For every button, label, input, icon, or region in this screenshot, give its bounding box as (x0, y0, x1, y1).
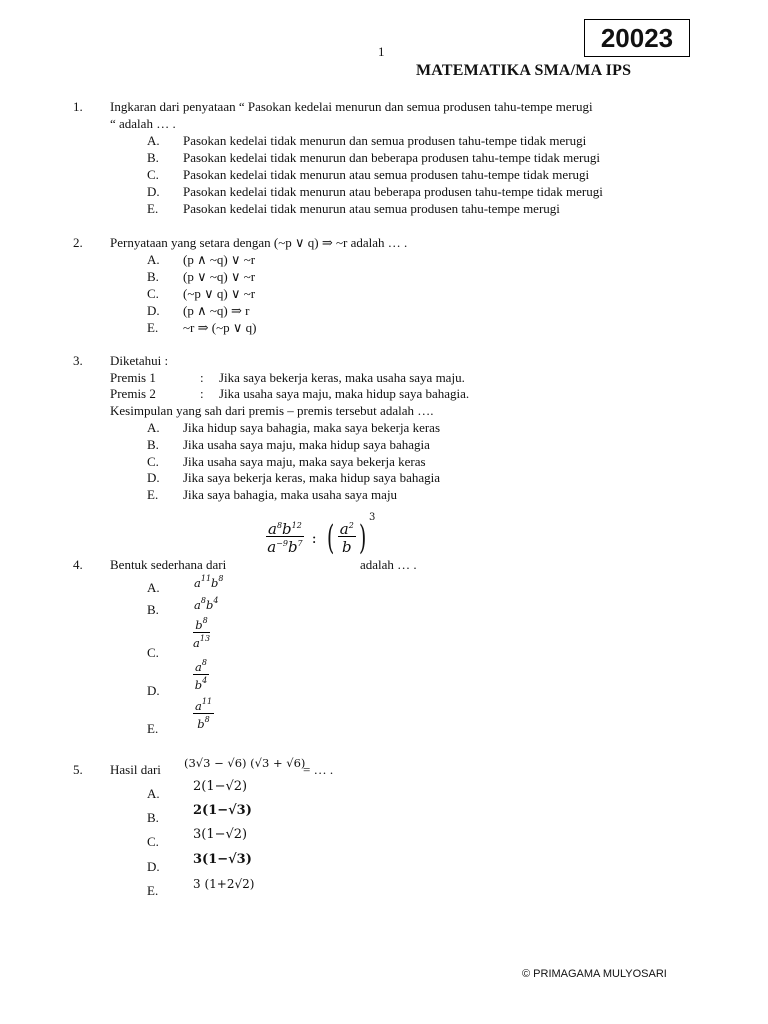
option-letter: A. (147, 420, 160, 435)
q4-left-paren: ( (327, 518, 335, 558)
option-text: Jika hidup saya bahagia, maka saya bekerja keras (183, 420, 441, 435)
question-number: 1. (73, 99, 83, 114)
option-text: (~p ∨ q) ∨ ~r (183, 286, 256, 301)
question-intro: Diketahui : (110, 353, 169, 368)
option-text: Pasokan kedelai tidak menurun dan beberapa produsen tahu-tempe tidak merugi (183, 150, 600, 165)
option-letter: B. (147, 437, 159, 452)
question-number: 5. (73, 762, 83, 777)
option-letter: D. (147, 859, 160, 874)
option-text: Pasokan kedelai tidak menurun atau semua produsen tahu-tempe tidak merugi (183, 167, 590, 182)
option-expression: 3 (1+2√2) (193, 877, 255, 891)
option-text: Jika saya bahagia, maka usaha saya maju (183, 487, 398, 502)
option-letter: A. (147, 580, 160, 595)
option-letter: E. (147, 201, 159, 216)
question-text: Ingkaran dari penyataan “ Pasokan kedelai menurun dan semua produsen tahu-tempe merugi (110, 99, 593, 114)
option-expression: $a^8b^4$ (194, 596, 219, 612)
option-letter: C. (147, 286, 159, 301)
option-text: (p ∧ ~q) ∨ ~r (183, 252, 256, 267)
q4-inner-numerator: $a^2$ (339, 520, 354, 538)
q4-numerator: $a^8b^{12}$ (268, 520, 302, 538)
option-expression: $\frac{b^8}{a^{13}}$ (193, 616, 211, 650)
option-text: Pasokan kedelai tidak menurun dan semua produsen tahu-tempe tidak merugi (183, 133, 587, 148)
premise-text: Jika usaha saya maju, maka hidup saya bahagia. (219, 386, 470, 401)
footer-copyright: © PRIMAGAMA MULYOSARI (522, 968, 667, 980)
option-letter: D. (147, 184, 160, 199)
option-expression: 2(1−√2) (193, 779, 248, 794)
option-letter: D. (147, 470, 160, 485)
option-letter: D. (147, 303, 160, 318)
option-letter: A. (147, 786, 160, 801)
q4-main-fraction (266, 522, 304, 554)
question-text: Bentuk sederhana dari (110, 557, 227, 572)
question-number: 2. (73, 235, 83, 250)
page-title: MATEMATIKA SMA/MA IPS (416, 62, 632, 79)
option-expression: 2(1−√3) (193, 803, 252, 818)
option-letter: E. (147, 487, 159, 502)
q4-denominator: $a^{-9}b^7$ (267, 538, 303, 556)
option-expression: $a^{11}b^8$ (194, 574, 224, 590)
premise-colon: : (200, 386, 204, 401)
question-text: Hasil dari (110, 762, 161, 777)
option-text: (p ∧ ~q) ⇒ r (183, 303, 250, 318)
page-number: 1 (378, 44, 385, 59)
option-letter: B. (147, 602, 159, 617)
question-text: “ adalah … . (110, 116, 176, 131)
premise-label: Premis 1 (110, 370, 156, 385)
q5-expression: (3√3 − √6) (√3 + √6) (184, 756, 306, 770)
option-letter: C. (147, 645, 159, 660)
option-text: Pasokan kedelai tidak menurun atau semua produsen tahu-tempe merugi (183, 201, 560, 216)
q4-outer-exponent: 3 (369, 512, 376, 523)
option-letter: C. (147, 167, 159, 182)
question-text: Kesimpulan yang sah dari premis – premis tersebut adalah …. (110, 403, 434, 418)
option-letter: E. (147, 721, 159, 736)
option-letter: A. (147, 252, 160, 267)
question-text: adalah … . (360, 557, 417, 572)
option-expression: 3(1−√2) (193, 827, 248, 842)
option-expression: 3(1−√3) (193, 852, 252, 867)
option-expression: $\frac{a^{11}}{b^8}$ (195, 697, 213, 731)
premise-text: Jika saya bekerja keras, maka usaha saya maju. (219, 370, 465, 385)
question-text: = … . (303, 762, 334, 777)
question-number: 3. (73, 353, 83, 368)
option-letter: A. (147, 133, 160, 148)
premise-colon: : (200, 370, 204, 385)
q4-expression (266, 512, 376, 558)
option-letter: E. (147, 883, 159, 898)
option-text: Jika usaha saya maju, maka saya bekerja keras (183, 454, 426, 469)
option-letter: C. (147, 834, 159, 849)
option-text: ~r ⇒ (~p ∨ q) (183, 320, 257, 335)
option-letter: B. (147, 810, 159, 825)
question-text: Pernyataan yang setara dengan (~p ∨ q) ⇒ ~r adalah … . (110, 235, 408, 250)
option-letter: D. (147, 683, 160, 698)
question-number: 4. (73, 557, 83, 572)
q4-inner-denominator: b (341, 538, 352, 556)
q4-inner-fraction (338, 522, 356, 554)
premise-label: Premis 2 (110, 386, 156, 401)
q4-operator: : (311, 529, 317, 547)
option-text: Pasokan kedelai tidak menurun atau beberapa produsen tahu-tempe tidak merugi (183, 184, 603, 199)
exam-code-box: 20023 (584, 19, 690, 57)
option-text: Jika saya bekerja keras, maka hidup saya bahagia (183, 470, 441, 485)
option-expression: $\frac{a^8}{b^4}$ (194, 658, 208, 692)
q4-right-paren: ) (358, 518, 367, 558)
option-text: (p ∨ ~q) ∨ ~r (183, 269, 256, 284)
option-letter: B. (147, 150, 159, 165)
option-letter: C. (147, 454, 159, 469)
option-letter: E. (147, 320, 159, 335)
option-text: Jika usaha saya maju, maka hidup saya bahagia (183, 437, 430, 452)
option-letter: B. (147, 269, 159, 284)
